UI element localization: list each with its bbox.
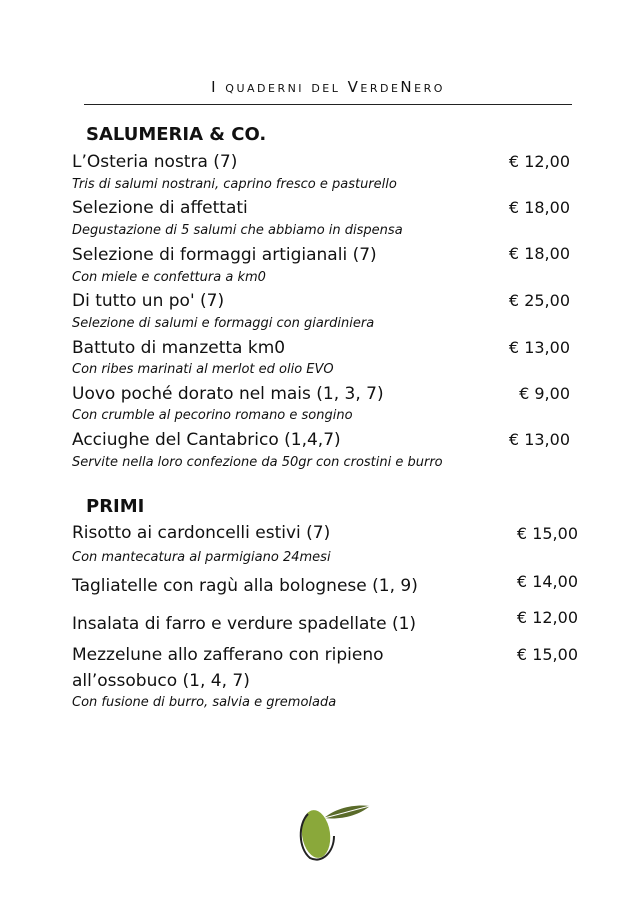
menu-item-name: Selezione di formaggi artigianali (7) [72,245,377,265]
menu-item-description: Con fusione di burro, salvia e gremolada [72,695,337,710]
menu-item-price: € 12,00 [516,608,578,627]
menu-item-price: € 25,00 [508,291,570,310]
menu-item-price: € 9,00 [519,384,570,403]
menu-item-description: Tris di salumi nostrani, caprino fresco e pasturello [72,177,397,192]
menu-item-name: Battuto di manzetta km0 [72,338,286,358]
menu-item-price: € 15,00 [516,524,578,543]
section-title-salumeria: SALUMERIA & CO. [86,124,267,145]
header-divider [84,104,572,105]
menu-item-description: Selezione di salumi e formaggi con giardiniera [72,316,375,331]
menu-item-description: Con ribes marinati al merlot ed olio EVO [72,362,334,377]
menu-item-name: L’Osteria nostra (7) [72,152,238,172]
menu-item-description: Servite nella loro confezione da 50gr con crostini e burro [72,455,443,470]
menu-item-name: Acciughe del Cantabrico (1,4,7) [72,430,341,450]
menu-item-description: Con miele e confettura a km0 [72,270,266,285]
menu-item-price: € 13,00 [508,338,570,357]
menu-item-description: Degustazione di 5 salumi che abbiamo in dispensa [72,223,403,238]
menu-item-price: € 18,00 [508,198,570,217]
menu-item-name: Di tutto un po' (7) [72,291,225,311]
menu-item-name: Selezione di affettati [72,198,248,218]
menu-item-price: € 13,00 [508,430,570,449]
menu-item-price: € 14,00 [516,572,578,591]
menu-header-title: I quaderni del VerdeNero [211,78,445,96]
menu-item-price: € 15,00 [516,645,578,664]
olive-branch-icon [294,800,374,862]
menu-item-name: Mezzelune allo zafferano con ripieno all’ossobuco (1, 4, 7) [72,645,384,691]
section-title-primi: PRIMI [86,496,145,517]
menu-item-price: € 12,00 [508,152,570,171]
menu-item-name: Insalata di farro e verdure spadellate (1) [72,614,417,634]
menu-item-price: € 18,00 [508,244,570,263]
menu-item-description: Con crumble al pecorino romano e songino [72,408,353,423]
menu-item-name: Uovo poché dorato nel mais (1, 3, 7) [72,384,384,404]
menu-item-name: Risotto ai cardoncelli estivi (7) [72,523,331,543]
menu-item-description: Con mantecatura al parmigiano 24mesi [72,550,331,565]
menu-item-name: Tagliatelle con ragù alla bolognese (1, 9) [72,576,418,596]
